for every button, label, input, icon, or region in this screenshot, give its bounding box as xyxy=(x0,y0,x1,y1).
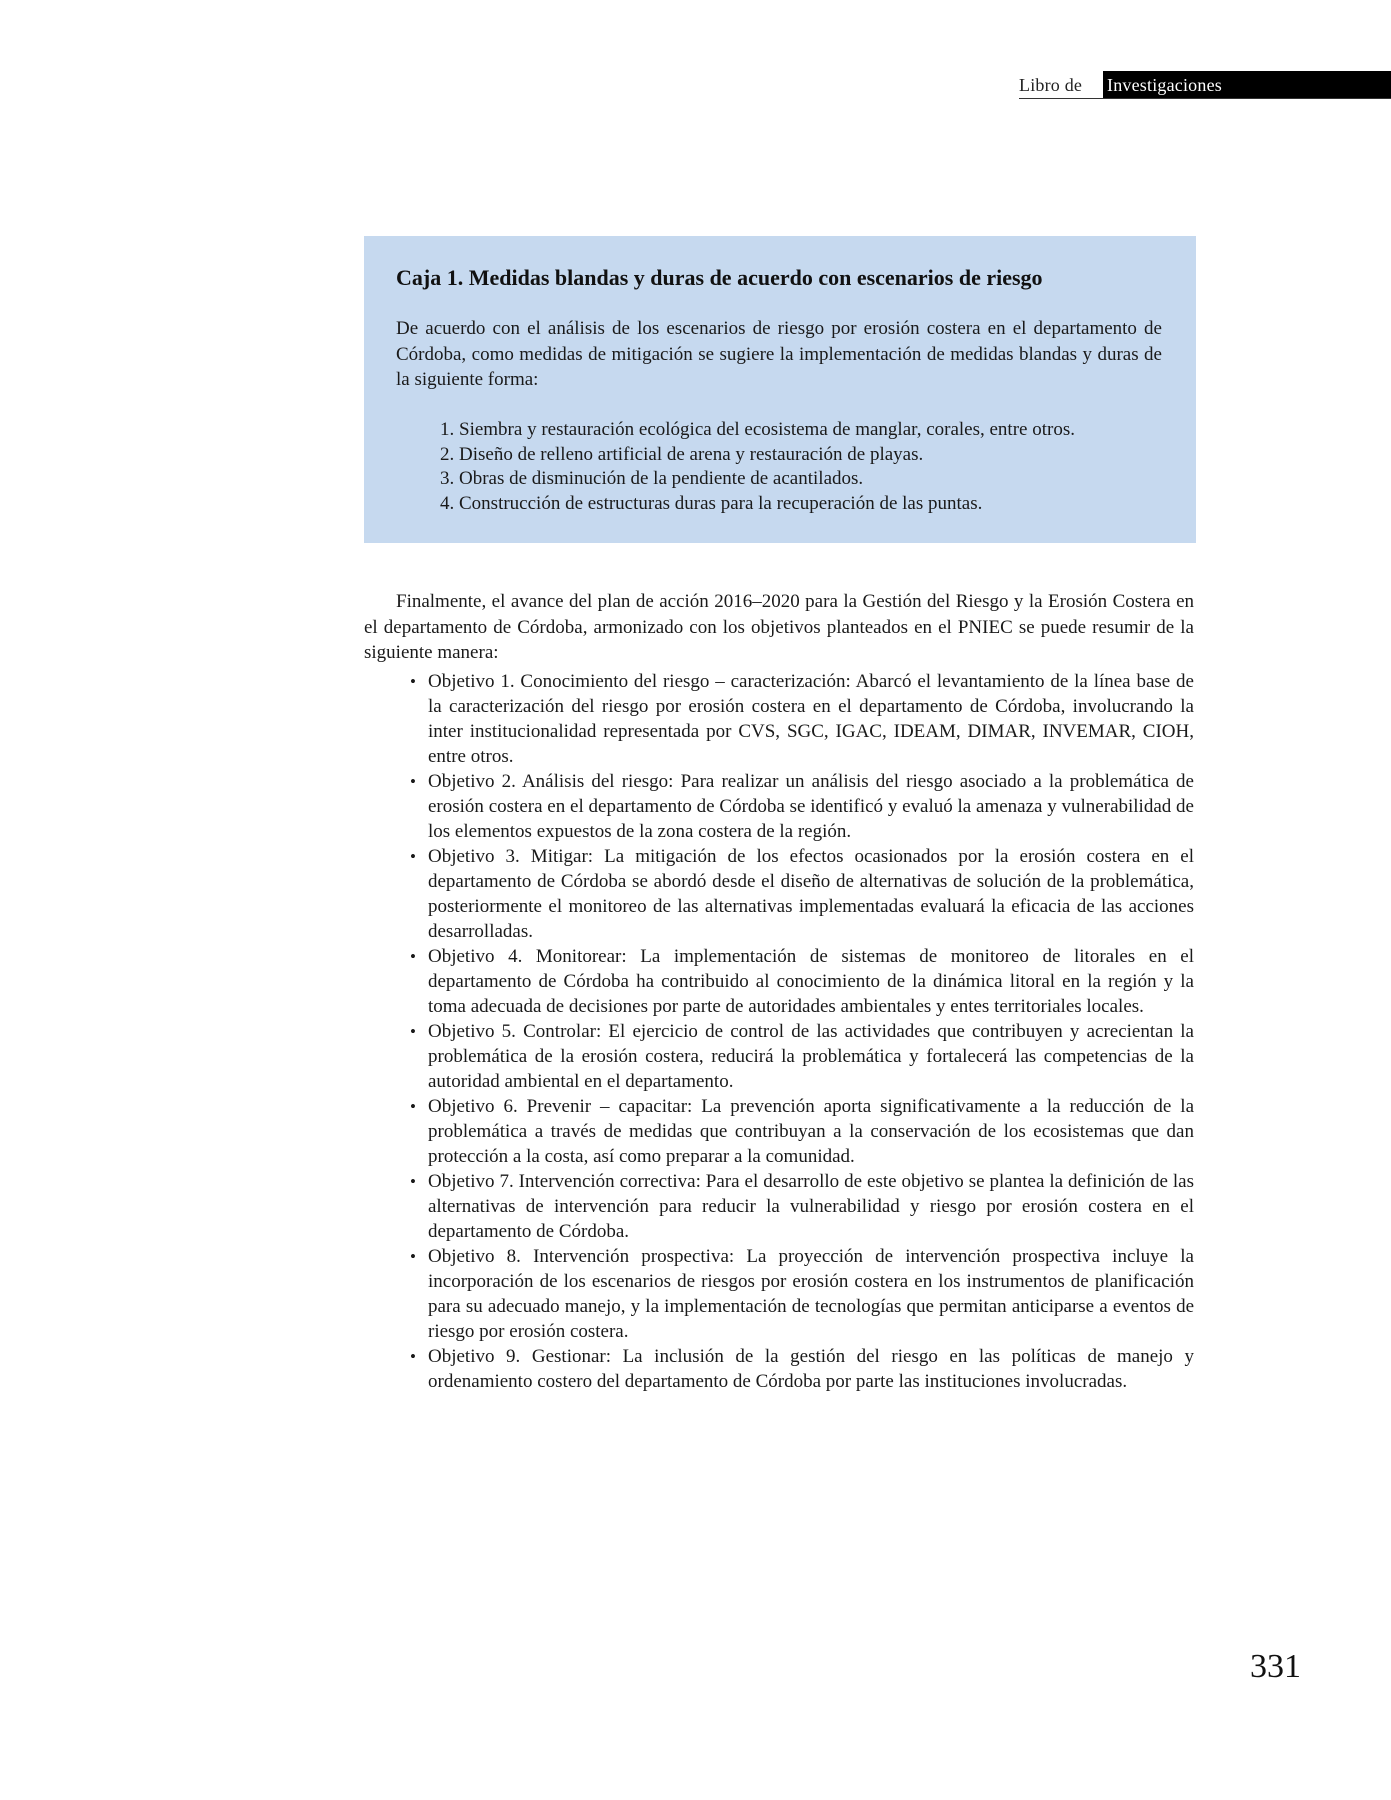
box-list-item: 3. Obras de disminución de la pendiente de acantilados. xyxy=(440,468,864,490)
objective-text: Objetivo 2. Análisis del riesgo: Para realizar un análisis del riesgo asociado a la problemática de erosión costera en el departamento de Córdoba se identificó y evaluó la amenaza y vulnerabilidad de los elementos expuestos de la zona costera de la región. xyxy=(428,771,1194,842)
page-number: 331 xyxy=(1250,1648,1301,1685)
objective-item xyxy=(410,1244,1194,1344)
bullet-icon: • xyxy=(410,1097,416,1116)
bullet-icon: • xyxy=(410,772,416,791)
bullet-icon: • xyxy=(410,1347,416,1366)
objective-item xyxy=(410,769,1194,844)
objective-item xyxy=(410,844,1194,944)
box-list-item: 4. Construcción de estructuras duras para la recuperación de las puntas. xyxy=(440,493,983,515)
objective-item xyxy=(410,944,1194,1019)
objective-text: Objetivo 9. Gestionar: La inclusión de la gestión del riesgo en las políticas de manejo y ordenamiento costero del departamento de Córdoba por parte las instituciones involucradas. xyxy=(428,1346,1194,1392)
header-rule xyxy=(1019,98,1391,99)
objective-item xyxy=(410,1344,1194,1394)
objective-text: Objetivo 7. Intervención correctiva: Para el desarrollo de este objetivo se plantea la definición de las alternativas de intervención para reducir la vulnerabilidad y riesgo por erosión costera en el departamento de Córdoba. xyxy=(428,1171,1194,1242)
objective-item xyxy=(410,1094,1194,1169)
objective-text: Objetivo 8. Intervención prospectiva: La proyección de intervención prospectiva incluye la incorporación de los escenarios de riesgos por erosión costera en los instrumentos de planificación para su adecuado manejo, y la implementación de tecnologías que permitan anticiparse a eventos de riesgo por erosión costera. xyxy=(428,1246,1194,1342)
objective-text: Objetivo 1. Conocimiento del riesgo – caracterización: Abarcó el levantamiento de la línea base de la caracterización del riesgo por erosión costera en el departamento de Córdoba, involucrando la inter institucionalidad representada por CVS, SGC, IGAC, IDEAM, DIMAR, INVEMAR, CIOH, entre otros. xyxy=(428,671,1194,767)
objective-text: Objetivo 4. Monitorear: La implementación de sistemas de monitoreo de litorales en el departamento de Córdoba ha contribuido al conocimiento de la dinámica litoral en la región y la toma adecuada de decisiones por parte de autoridades ambientales y entes territoriales locales. xyxy=(428,946,1194,1017)
header-book-label: Libro de xyxy=(1019,75,1083,95)
bullet-icon: • xyxy=(410,1172,416,1191)
box-list-item: 1. Siembra y restauración ecológica del ecosistema de manglar, corales, entre otros. xyxy=(440,419,1075,440)
objective-item xyxy=(410,1169,1194,1244)
box-measures-list xyxy=(440,418,1075,517)
header-black-bar xyxy=(1103,71,1391,99)
objective-text: Objetivo 3. Mitigar: La mitigación de los efectos ocasionados por la erosión costera en el departamento de Córdoba se abordó desde el diseño de alternativas de solución de la problemática, posteriormente el monitoreo de las alternativas implementadas evaluará la eficacia de las acciones desarrolladas. xyxy=(428,846,1194,942)
objective-text: Objetivo 5. Controlar: El ejercicio de control de las actividades que contribuyen y acrecientan la problemática de la erosión costera, reducirá la problemática y fortalecerá las competencias de la autoridad ambiental en el departamento. xyxy=(428,1021,1194,1092)
running-header xyxy=(1019,71,1391,99)
objective-item xyxy=(410,1019,1194,1094)
header-section-label: Investigaciones xyxy=(1107,75,1222,95)
bullet-icon: • xyxy=(410,672,416,691)
bullet-icon: • xyxy=(410,1022,416,1041)
bullet-icon: • xyxy=(410,847,416,866)
body-paragraph: Finalmente, el avance del plan de acción 2016–2020 para la Gestión del Riesgo y la Erosión Costera en el departamento de Córdoba, armonizado con los objetivos planteados en el PNIEC se puede resumir de la siguiente manera: xyxy=(364,591,1194,663)
objectives-list xyxy=(410,669,1194,1394)
objective-item xyxy=(410,669,1194,769)
box-list-item: 2. Diseño de relleno artificial de arena y restauración de playas. xyxy=(440,443,924,465)
bullet-icon: • xyxy=(410,947,416,966)
box-intro: De acuerdo con el análisis de los escenarios de riesgo por erosión costera en el departamento de Córdoba, como medidas de mitigación se sugiere la implementación de medidas blandas y duras de la siguiente forma: xyxy=(396,318,1162,390)
objective-text: Objetivo 6. Prevenir – capacitar: La prevención aporta significativamente a la reducción de la problemática a través de medidas que contribuyan a la conservación de los ecosistemas que dan protección a la costa, así como preparar a la comunidad. xyxy=(428,1096,1194,1167)
box-title: Caja 1. Medidas blandas y duras de acuerdo con escenarios de riesgo xyxy=(396,265,1043,290)
bullet-icon: • xyxy=(410,1247,416,1266)
caja-1-box xyxy=(364,236,1196,543)
